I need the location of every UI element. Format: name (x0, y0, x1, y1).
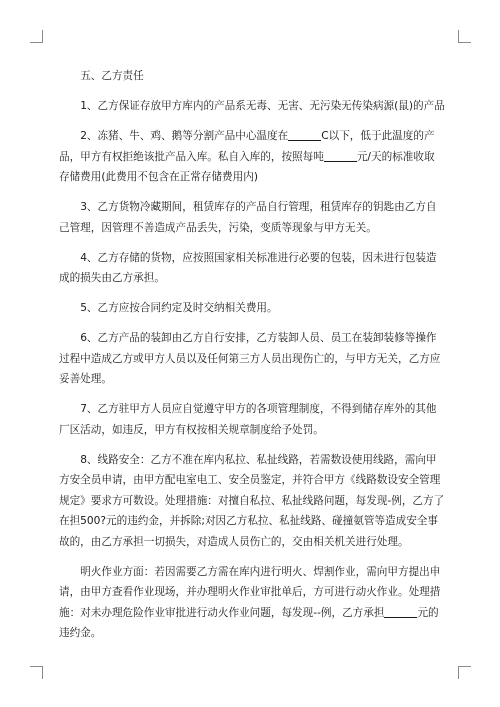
open-fire-clause (59, 562, 445, 644)
clause-7: 7、乙方驻甲方人员应自觉遵守甲方的各项管理制度，不得到储存库外的其他厂区活动，如违反，甲方有权按相关规章制度给予处罚。 (59, 403, 437, 436)
open-fire-clause-part-a: 明火作业方面：若因需要乙方需在库内进行明火、焊割作业，需向甲方提出申请，由甲方查看作业现场，并办理明火作业审批单后，方可进行动火作业。处理措施：对未办理危险作业审批进行动火作业问题，每发现--例，乙方承担 (59, 565, 441, 619)
clause-2 (59, 126, 445, 188)
section-title: 五、乙方责任 (80, 70, 144, 82)
clause-2-part-b: C以下，低于此温度的产品，甲方有权拒绝该批产品入库。私自入库的，按照每吨 (59, 130, 435, 163)
temperature-blank (288, 128, 321, 141)
clause-1: 1、乙方保证存放甲方库内的产品系无毒、无害、无污染无传染病源(鼠)的产品 (80, 100, 445, 112)
penalty-blank (384, 605, 417, 618)
clause-2-part-a: 2、冻猪、牛、鸡、鹅等分割产品中心温度在 (80, 130, 289, 142)
crop-mark-top-right (458, 30, 471, 43)
crop-mark-top-left (30, 30, 43, 43)
document-body (59, 66, 445, 644)
clause-5: 5、乙方应按合同约定及时交纳相关费用。 (80, 302, 278, 314)
crop-mark-bottom-right (458, 666, 471, 679)
clause-8: 8、线路安全：乙方不准在库内私拉、私扯线路，若需数设使用线路，需向甲方安全员申请，由甲方配电室电工、安全员鉴定，并符合甲方《线路数设安全管理规定》要求方可数设。处理措施：对擅自私拉、私扯线路问题，每发现-例，乙方了在担500?元的违约金，并拆除;对因乙方私拉、私扯线路、碰撞氨管等造成安全事故的，由乙方承担一切损失，对造成人员伤亡的，交由相关机关进行处理。 (59, 453, 445, 548)
clause-6: 6、乙方产品的装卸由乙方自行安排，乙方装卸人员、员工在装卸装修等操作过程中造成乙方或甲方人员以及任何第三方人员出现伤亡的，与甲方无关，乙方应妥善处理。 (59, 332, 441, 385)
clause-3: 3、乙方货物冷藏期间，租赁库存的产品自行管理，租赁库存的钥匙由乙方自己管理，因管理不善造成产品丢失，污染，变质等现象与甲方无关。 (59, 201, 437, 234)
crop-mark-bottom-left (30, 666, 43, 679)
clause-2-part-c: 元/天的标准收取存储费用(此费用不包含在正常存储费用内) (59, 150, 435, 183)
fee-blank (324, 149, 357, 162)
clause-4: 4、乙方存储的货物，应按照国家相关标准进行必要的包装，因未进行包装造成的损失由乙方承担。 (59, 251, 437, 284)
open-fire-clause-part-b: 元的违约金。 (59, 606, 439, 639)
